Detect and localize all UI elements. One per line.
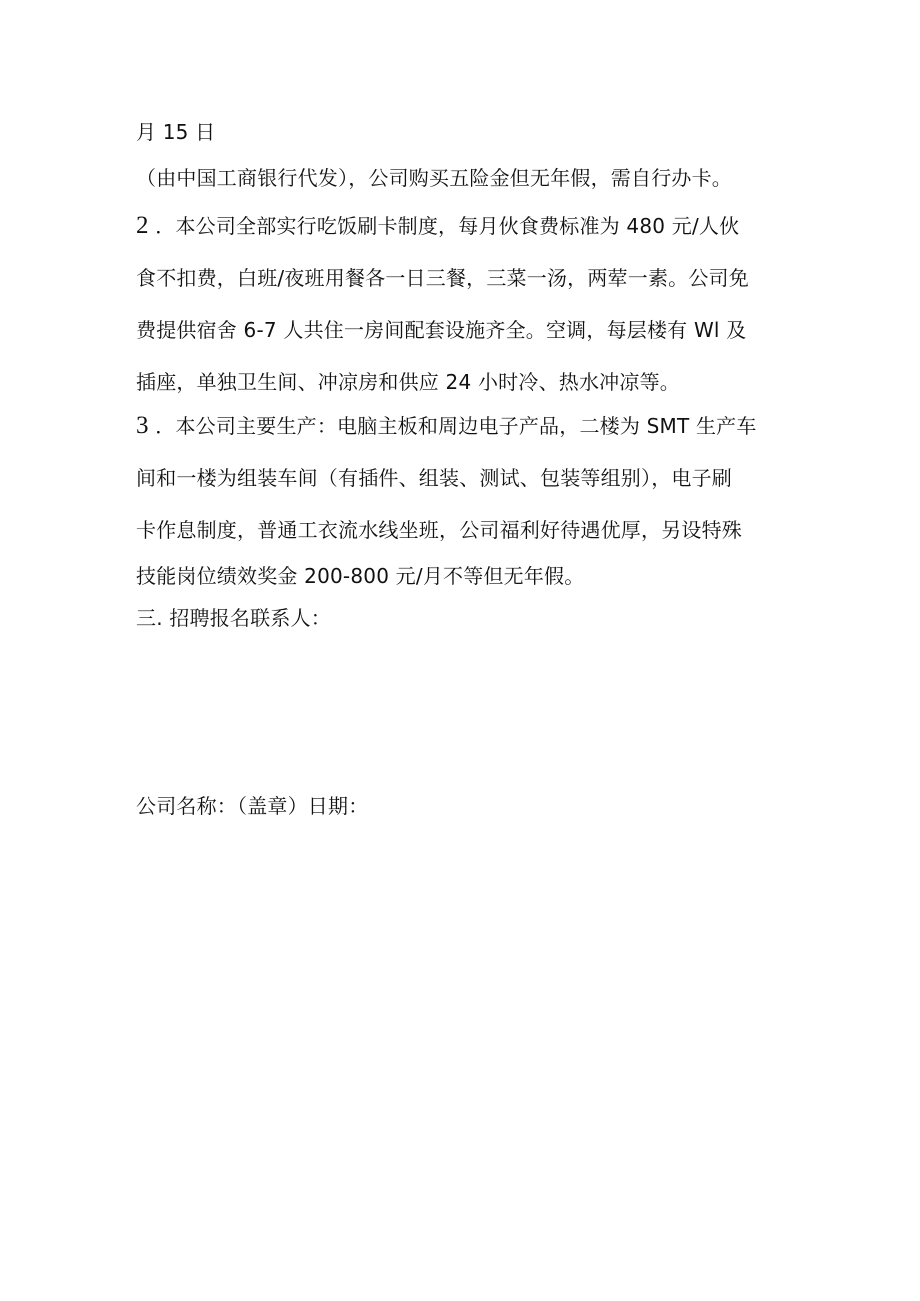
item-2-number: 2	[136, 212, 149, 239]
item-2-line-4: 插座，单独卫生间、冲凉房和供应 24 小时冷、热水冲凉等。	[136, 370, 680, 394]
item-3-line-1	[136, 406, 757, 446]
item-3-number: 3	[136, 412, 149, 439]
item-3-line-2: 间和一楼为组装车间（有插件、组装、测试、包装等组别），电子刷	[136, 466, 732, 490]
item-3-line-3: 卡作息制度，普通工衣流水线坐班，公司福利好待遇优厚，另设特殊	[136, 518, 742, 542]
item-3-text-1: ．本公司主要生产：电脑主板和周边电子产品，二楼为 SMT 生产车	[148, 414, 757, 438]
item-2-line-3: 费提供宿舍 6-7 人共住一房间配套设施齐全。空调，每层楼有 Wl 及	[136, 318, 747, 342]
item-3-line-4: 技能岗位绩效奖金 200-800 元/月不等但无年假。	[136, 564, 585, 588]
item-2-text-1: ．本公司全部实行吃饭刷卡制度，每月伙食费标准为 480 元/人伙	[148, 214, 740, 238]
section-3-title: 三. 招聘报名联系人：	[136, 606, 331, 630]
item-2-line-1	[136, 206, 739, 246]
signature-line: 公司名称：（盖章）日期：	[136, 794, 369, 818]
salary-bank-line: （由中国工商银行代发），公司购买五险金但无年假，需自行办卡。	[136, 166, 732, 190]
date-line: 月 15 日	[136, 120, 216, 144]
item-2-line-2: 食不扣费，白班/夜班用餐各一日三餐，三菜一汤，两荤一素。公司免	[136, 266, 749, 290]
